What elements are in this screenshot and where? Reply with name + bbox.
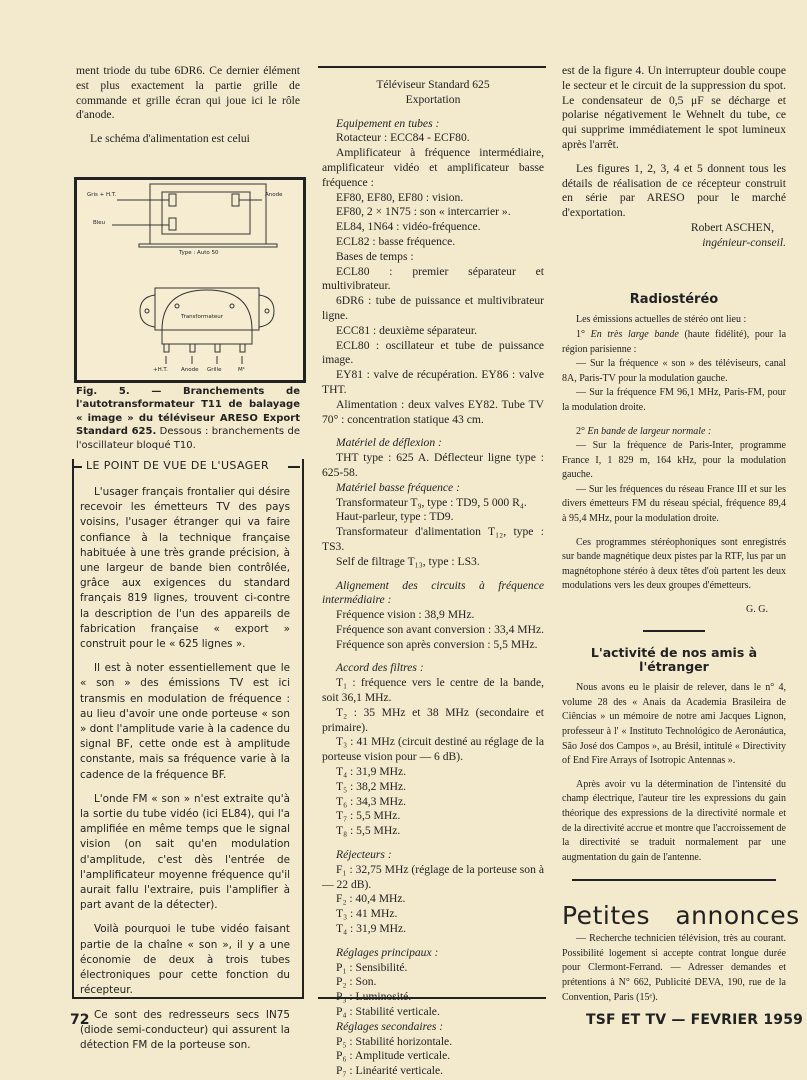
list-item: — Sur les fréquences du réseau France III et sur les divers émetteurs FM du réseau spécial, fréquence 89,4 à 95,4 MHz, pour la modulation droite. — [562, 483, 786, 525]
figure-5-diagram — [74, 177, 306, 383]
box-paragraph: Il est à noter essentiellement que le « son » des émissions TV est ici transmis en modulation de fréquence : au lieu d'avoir une onde porteuse « son » dont l'amplitude varie à la cadence du signal BF, cette onde est à amplitude constante, mais sa fréquence varie à la cadence de la fréquence BF. — [80, 662, 290, 781]
section-heading: Matériel basse fréquence : — [336, 480, 460, 494]
label-pin-anode: Anode — [181, 367, 199, 373]
spec-line: F₁ : 32,75 MHz (réglage de la porteuse son à — 22 dB). — [322, 862, 544, 891]
spec-line: P₂ : Son. — [336, 975, 377, 989]
figure-caption-bold: Fig. 5. — Branchements de l'autotransformateur T11 de balayage « image » du téléviseur ARESO Export Standard 625. — [76, 386, 300, 438]
publication-footer: TSF ET TV — FEVRIER 1959 — [586, 1012, 804, 1028]
classified-ad: — Recherche technicien télévision, très au courant. Possibilité logement si accepte contrat longue durée pour Clermont-Ferrand. — Adresser demandes et prétentions à N° 662, Publicité DEVA, 190, rue de la Convention, Paris (15ᵉ). — [562, 933, 786, 1003]
spec-line: Fréquence son avant conversion : 33,4 MHz. — [336, 622, 544, 636]
spec-line: P₅ : Stabilité horizontale. — [336, 1034, 453, 1048]
spec-line: P₁ : Sensibilité. — [336, 960, 408, 974]
label-gris-ht: Gris + H.T. — [87, 192, 117, 198]
page-number: 72 — [70, 1012, 90, 1028]
spec-line: Fréquence son après conversion : 5,5 MHz. — [336, 637, 538, 651]
signature: G. G. — [746, 604, 768, 616]
list-item: — Sur la fréquence de Paris-Inter, programme France I, 1 829 m, 164 kHz, pour la modulation gauche. — [562, 440, 786, 481]
label-transformateur: Transformateur — [181, 314, 224, 320]
spec-line: T₆ : 34,3 MHz. — [336, 794, 407, 808]
radiostereo-article — [562, 313, 786, 631]
spec-line: P₇ : Linéarité verticale. — [336, 1064, 444, 1078]
section-heading: Matériel de déflexion : — [336, 436, 442, 450]
box-top-rule-left — [72, 466, 82, 468]
spec-line: T₄ : 31,9 MHz. — [336, 765, 407, 779]
figure-caption — [76, 385, 300, 452]
spec-line: T₄ : 31,9 MHz. — [336, 922, 407, 936]
spec-line: EF80, EF80, EF80 : vision. — [336, 190, 464, 204]
spec-line: Fréquence vision : 38,9 MHz. — [336, 608, 475, 622]
spec-line: EY81 : valve de récupération. EY86 : valve THT. — [322, 368, 544, 396]
body-paragraph: Les émissions actuelles de stéréo ont lieu : — [576, 314, 747, 326]
label-pin-m: M¹ — [238, 367, 245, 373]
radiostereo-title: Radiostéréo — [629, 291, 719, 307]
body-paragraph: ment triode du tube 6DR6. Ce dernier élément est plus exactement la partie grille de commande et grille écran qui joue ici le rôle d'anode. — [76, 64, 300, 122]
section-heading: Réglages principaux : — [336, 945, 439, 959]
box-paragraph: Voilà pourquoi le tube vidéo faisant partie de la chaîne « son », il y a une économie de deux à trois tubes électroniques pour cette fonction du récepteur. — [80, 923, 290, 997]
spec-line: Transformateur T₉, type : TD9, 5 000 R₄. — [336, 495, 527, 509]
spec-line: Self de filtrage T₁₃, type : LS3. — [336, 554, 480, 568]
column-bottom-rule — [318, 997, 546, 999]
label-pin-ht: +H.T. — [153, 367, 168, 373]
spec-line: P₆ : Amplitude verticale. — [336, 1049, 451, 1063]
list-item: 1° En très large bande (haute fidélité), pour la région parisienne : — [562, 328, 787, 355]
spec-line: Amplificateur à fréquence intermédiaire, amplificateur vidéo et amplificateur basse fréquence : — [322, 146, 544, 189]
transformer-diagram-icon — [77, 180, 303, 380]
list-item: 2° En bande de largeur normale : — [576, 425, 712, 437]
specs-title: Téléviseur Standard 625 — [376, 78, 490, 91]
body-paragraph: Nous avons eu le plaisir de relever, dans le n° 4, volume 28 des « Anais da Academia Brasileira de Ciências » un mémoire de notre ami Jacques Lignon, professeur à l' « Instituto Technológico de Aeronáutica, São José dos Campos », au Brésil, intitulé « Directivity of End Fire Arrays of Isotropic Antennas ». — [562, 682, 786, 767]
usager-box-text — [80, 485, 290, 1053]
spec-line: ECL82 : basse fréquence. — [336, 234, 456, 248]
spec-line: Bases de temps : — [336, 249, 414, 263]
column-specs — [322, 78, 544, 1079]
usager-box-title: LE POINT DE VUE DE L'USAGER — [86, 459, 270, 472]
label-pin-grille: Grille — [207, 367, 222, 373]
body-paragraph: est de la figure 4. Un interrupteur double coupe le secteur et le circuit de la suppression du spot. Le condensateur de 0,5 μF se décharge et polarise négativement le Wehnelt du tube, ce qui supprime immédiatement le spot lumineux après l'arrêt. — [562, 64, 786, 151]
list-item: — Sur la fréquence « son » des téléviseurs, canal 8A, Paris-TV pour la modulation gauche. — [562, 358, 786, 384]
label-bleu: Bleu — [93, 220, 106, 226]
author-name: Robert ASCHEN, — [690, 220, 774, 234]
spec-line: ECL80 : oscillateur et tube de puissance image. — [322, 338, 544, 367]
section-heading: Accord des filtres : — [336, 661, 424, 675]
column-right — [562, 64, 800, 1005]
box-paragraph: L'onde FM « son » n'est extraite qu'à la sortie du tube vidéo (ici EL84), qui l'a amplifiée en même temps que le signal vision (on sait qu'en modulation d'amplitude, c'est dès l'entrée de l'amplificateur moyenne fréquence qu'il aurait fallu l'extraire, puis l'amplifier à part avant de la détecter). — [80, 792, 290, 912]
section-heading: Equipement en tubes : — [336, 116, 440, 130]
petites-annonces-title: Petites annonces — [562, 901, 800, 931]
label-anode: Anode — [265, 192, 283, 198]
column-top-rule — [318, 66, 546, 68]
spec-line: T₁ : fréquence vers le centre de la bande, soit 36,1 MHz. — [322, 676, 544, 705]
specs-subtitle: Exportation — [405, 92, 461, 106]
spec-line: T₅ : 38,2 MHz. — [336, 779, 407, 793]
section-heading: Réglages secondaires : — [336, 1019, 444, 1033]
author-title: ingénieur-conseil. — [702, 235, 786, 249]
label-type: Type : Auto 50 — [179, 250, 219, 256]
body-paragraph: Le schéma d'alimentation est celui — [90, 132, 250, 146]
list-item: — Sur la fréquence FM 96,1 MHz, Paris-FM, pour la modulation droite. — [562, 387, 786, 413]
spec-line: Haut-parleur, type : TD9. — [336, 510, 454, 524]
body-paragraph: Les figures 1, 2, 3, 4 et 5 donnent tous les détails de réalisation de ce récepteur construit en série par ARESO pour le marché d'exportation. — [562, 161, 786, 220]
spec-line: 6DR6 : tube de puissance et multivibrateur ligne. — [322, 294, 544, 322]
spec-line: T₃ : 41 MHz. — [336, 907, 398, 921]
activite-article — [562, 681, 786, 881]
spec-line: P₄ : Stabilité verticale. — [336, 1005, 440, 1019]
body-paragraph: Après avoir vu la détermination de l'intensité du champ électrique, l'auteur tire les expressions du gain théorique des expressions de la directivité normale et de la directivité accrue et montre que l'accroissement de la directivité se traduit normalement par une augmentation du gain de l'antenne. — [562, 778, 786, 863]
spec-line: T₈ : 5,5 MHz. — [336, 824, 401, 838]
spec-line: T₂ : 35 MHz et 38 MHz (secondaire et primaire). — [322, 705, 544, 734]
figure-caption-rest: Dessous : branchements de l'oscillateur bloqué T10. — [76, 426, 300, 451]
section-heading: Réjecteurs : — [336, 848, 392, 862]
spec-line: THT type : 625 A. Déflecteur ligne type : 625-58. — [322, 451, 544, 479]
spec-line: EF80, 2 × 1N75 : son « intercarrier ». — [336, 205, 511, 219]
spec-line: Transformateur d'alimentation T₁₂, type : TS3. — [322, 525, 544, 553]
section-heading: Alignement des circuits à fréquence intermédiaire : — [322, 578, 544, 607]
spec-line: T₃ : 41 MHz (circuit destiné au réglage de la porteuse vision pour — 6 dB). — [322, 735, 544, 764]
activite-title: L'activité de nos amis à l'étranger — [590, 644, 758, 675]
box-paragraph: L'usager français frontalier qui désire recevoir les émetteurs TV des pays voisins, l'usager étranger qui va faire confiance à la technique française habituée à une très grande précision, à une largeur de bande bien contrôlée, grâce aux exigences du standard français 819 lignes, trouvent ci-contre la description de l'un des appareils de fabrication française « export » construit pour le « 625 lignes ». — [80, 486, 290, 651]
column-left — [76, 64, 300, 147]
spec-line: T₇ : 5,5 MHz. — [336, 809, 401, 823]
spec-line: EL84, 1N64 : vidéo-fréquence. — [336, 220, 481, 234]
spec-line: F₂ : 40,4 MHz. — [336, 892, 406, 906]
spec-line: ECL80 : premier séparateur et multivibrateur. — [322, 264, 544, 293]
spec-line: ECC81 : deuxième séparateur. — [336, 323, 478, 337]
box-paragraph: Ce sont des redresseurs secs IN75 (diode semi-conducteur) qui assurent la détection FM de la porteuse son. — [80, 1008, 290, 1051]
body-paragraph: Ces programmes stéréophoniques sont enregistrés sur bande magnétique deux pistes par la RTF, lus par un magnétophone stéréo à deux têtes d'où partent les deux modulations vers les deux groupes d'émetteurs. — [562, 536, 786, 592]
spec-line: Rotacteur : ECC84 - ECF80. — [336, 131, 470, 145]
spec-line: Alimentation : deux valves EY82. Tube TV 70° : concentration statique 43 cm. — [322, 397, 544, 426]
